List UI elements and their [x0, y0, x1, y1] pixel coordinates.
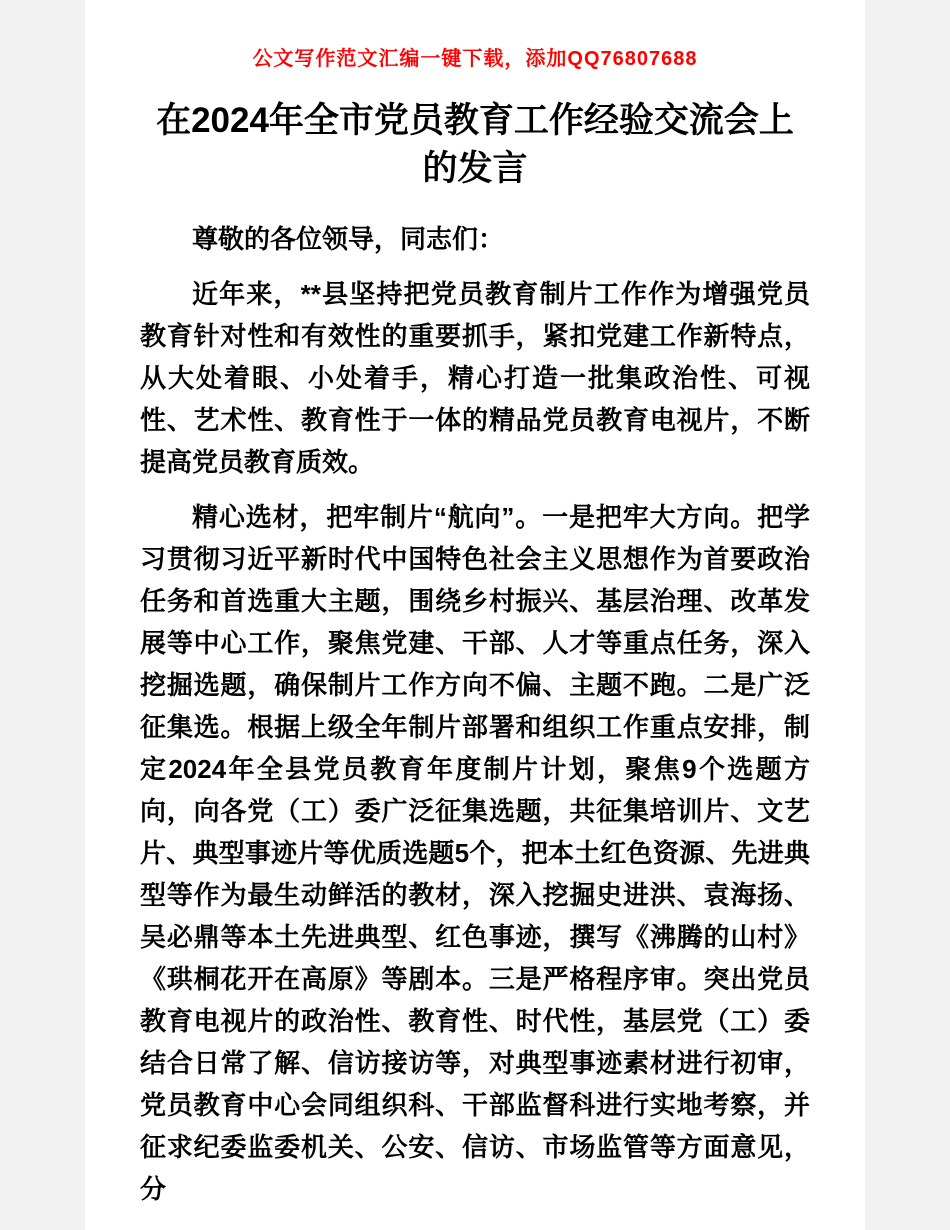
promo-banner-text: 公文写作范文汇编一键下载，添加QQ76807688: [252, 48, 698, 70]
paragraph-greeting: 尊敬的各位领导，同志们：: [192, 223, 505, 254]
document-title: 在2024年全市党员教育工作经验交流会上的发言: [156, 101, 794, 189]
paragraph-intro: 近年来，**县坚持把党员教育制片工作作为增强党员教育针对性和有效性的重要抓手，紧扣党建工作新特点，从大处着眼、小处着手，精心打造一批集政治性、可视性、艺术性、教育性于一体的精品党员教育电视片，不断提高党员教育质效。: [140, 278, 810, 477]
paragraph-body: 精心选材，把牢制片“航向”。一是把牢大方向。把学习贯彻习近平新时代中国特色社会主义思想作为首要政治任务和首选重大主题，围绕乡村振兴、基层治理、改革发展等中心工作，聚焦党建、干部、人才等重点任务，深入挖掘选题，确保制片工作方向不偏、主题不跑。二是广泛征集选。根据上级全年制片部署和组织工作重点安排，制定2024年全县党员教育年度制片计划，聚焦9个选题方向，向各党（工）委广泛征集选题，共征集培训片、文艺片、典型事迹片等优质选题5个，把本土红色资源、先进典型等作为最生动鲜活的教材，深入挖掘史进洪、袁海扬、吴必鼎等本土先进典型、红色事迹，撰写《沸腾的山村》《珙桐花开在高原》等剧本。三是严格程序审。突出党员教育电视片的政治性、教育性、时代性，基层党（工）委结合日常了解、信访接访等，对典型事迹素材进行初审，党员教育中心会同组织科、干部监督科进行实地考察，并征求纪委监委机关、公安、信访、市场监管等方面意见，分: [140, 501, 810, 1204]
document-page: [85, 0, 865, 1230]
promo-banner: [140, 0, 810, 71]
